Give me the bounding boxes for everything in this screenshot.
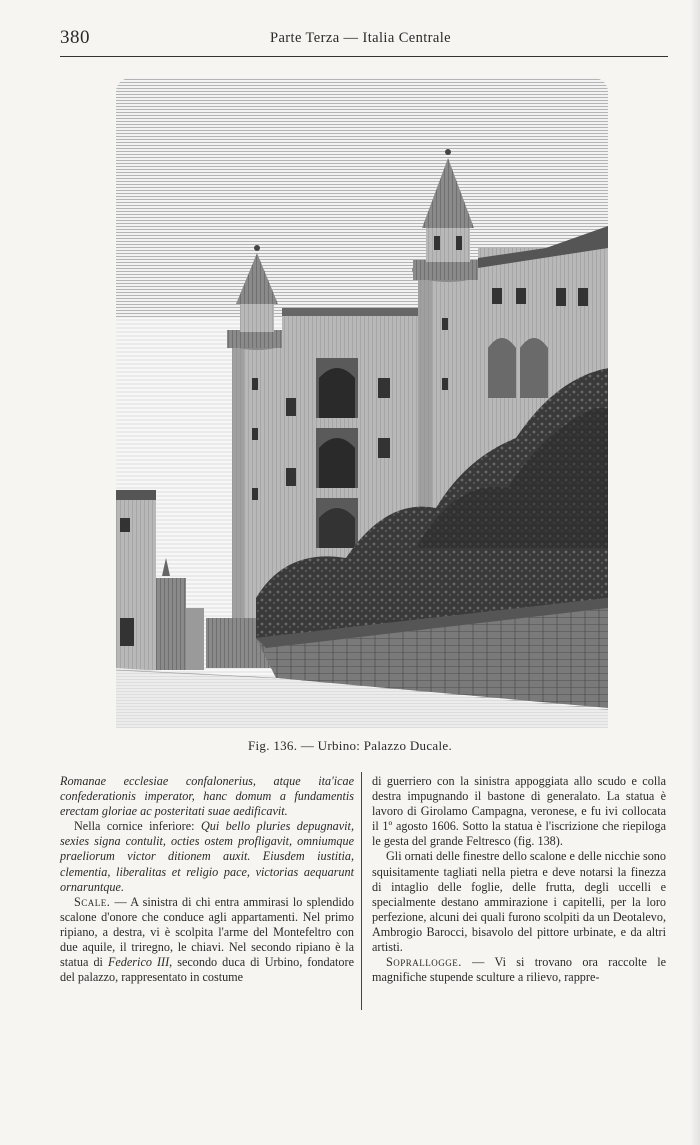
page-number: 380 [60, 27, 90, 48]
statue-paragraph: di guerriero con la sinistra appoggiata allo scudo e colla destra impugnando il bastone di generalato. La statua è lavoro di Girolamo Campagna, veronese, e fu ivi collocata il 1º agosto 1606. Sotto la statua è l'iscrizione che riepiloga le gesta del grande Feltresco (fig. 138). [372, 774, 666, 849]
left-column [60, 774, 354, 985]
page-edge-shadow [690, 0, 700, 1145]
header-rule [60, 56, 668, 57]
scale-paragraph: Scale. — A sinistra di chi entra ammirasi lo splendido scalone d'onore che conduce agli appartamenti. Nel primo ripiano, a destra, vi è scolpita l'arme del Montefeltro con due aquile, il triregno, le chiavi. Nel secondo ripiano è la statua di Federico III, secondo duca di Urbino, fondatore del palazzo, rappresentato in costume [60, 894, 354, 985]
palazzo-ducale-engraving [116, 78, 608, 728]
inscription-continuation: Romanae ecclesiae confalonerius, atque ita'icae confederationis imperator, hanc domum a fundamentis erectam gloriae ac posteritati suae aedificavit. [60, 774, 354, 819]
running-head: Parte Terza — Italia Centrale [270, 30, 452, 46]
column-divider [361, 772, 362, 1010]
ornaments-paragraph: Gli ornati delle finestre dello scalone e delle nicchie sono squisitamente tagliati nella pietra e deve notarsi la finezza di intaglio delle foglie, delle frutta, degli uccelli e specialmente destano ammirazione i capitelli, per la loro perfezione, alcuni dei quali furono scolpiti da un Deotalevo, Ambrogio Barocci, bisavolo del pittore urbinate, e da altri artisti. [372, 849, 666, 955]
lower-cornice-paragraph: Nella cornice inferiore: Qui bello pluries depugnavit, sexies signa contulit, octies ostem profligavit, omniumque praeliorum victor ditionem auxit. Eiusdem iustitia, clementia, liberalitas et religio pace, victorias aequarunt ornaruntque. [60, 819, 354, 894]
right-column [372, 774, 666, 985]
figure-caption: Fig. 136. — Urbino: Palazzo Ducale. [247, 738, 452, 753]
soprallogge-paragraph: Soprallogge. — Vi si trovano ora raccolte le magnifiche stupende sculture a rilievo, rappre- [372, 955, 666, 985]
